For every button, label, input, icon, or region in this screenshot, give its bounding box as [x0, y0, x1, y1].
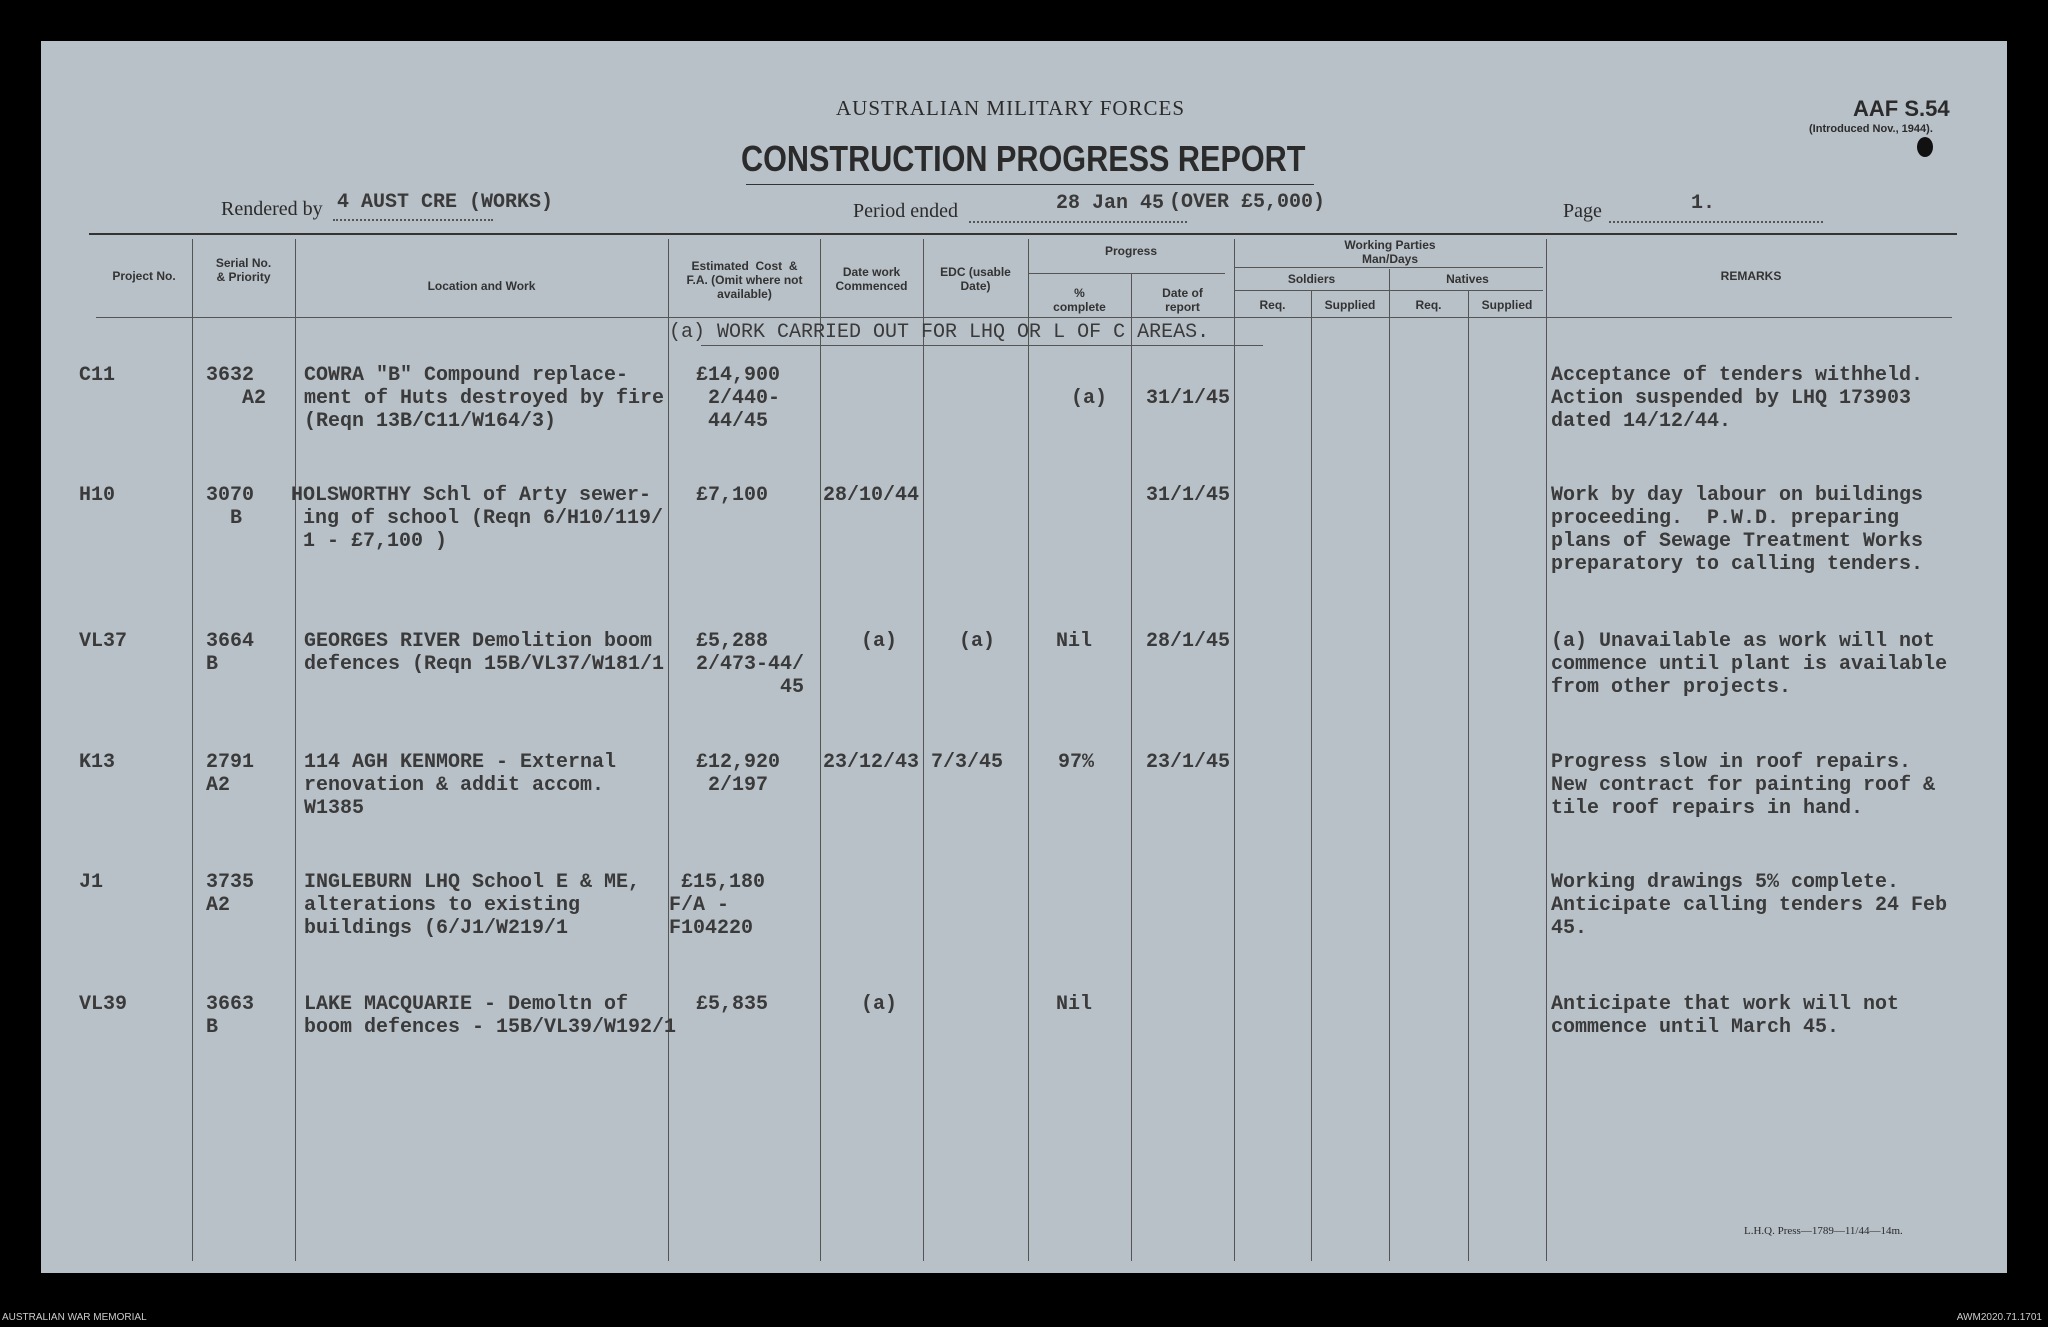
col-line-11	[1468, 291, 1469, 1261]
row2-cost: £7,100	[696, 484, 769, 507]
row3-commenced: (a)	[861, 630, 898, 653]
col-date-report: Date of report	[1162, 286, 1203, 314]
row5-location: INGLEBURN LHQ School E & ME, alterations to existing buildings (6/J1/W219/1	[304, 871, 641, 940]
row4-commenced: 23/12/43	[823, 751, 920, 774]
row3-remarks: (a) Unavailable as work will not commence until plant is available from other projects.	[1551, 630, 1948, 699]
row2-location: HOLSWORTHY Schl of Arty sewer- ing of school (Reqn 6/H10/119/ 1 - £7,100 )	[291, 484, 664, 553]
header-bottom-line	[96, 317, 1952, 318]
col-soldiers: Soldiers	[1287, 272, 1336, 286]
row6-serial: 3663 B	[206, 993, 255, 1039]
col-line-5	[923, 239, 924, 1261]
row3-report: 28/1/45	[1146, 630, 1231, 653]
row1-location: COWRA "B" Compound replace- ment of Huts destroyed by fire (Reqn 13B/C11/W164/3)	[304, 364, 665, 433]
row4-project: K13	[79, 751, 116, 774]
row5-serial: 3735 A2	[206, 871, 255, 917]
col-natives-req: Req.	[1415, 298, 1442, 312]
press-note: L.H.Q. Press—1789—11/44—14m.	[1744, 1225, 1903, 1237]
row1-cost: £14,900 2/440- 44/45	[696, 364, 781, 433]
form-introduced: (Introduced Nov., 1944).	[1809, 123, 1933, 135]
row1-remarks: Acceptance of tenders withheld. Action suspended by LHQ 173903 dated 14/12/44.	[1551, 364, 1924, 433]
row3-serial: 3664 B	[206, 630, 255, 676]
row5-cost: £15,180 F/A - F104220	[669, 871, 766, 940]
row5-remarks: Working drawings 5% complete. Anticipate calling tenders 24 Feb 45.	[1551, 871, 1948, 940]
row1-report: 31/1/45	[1146, 387, 1231, 410]
section-heading: (a) WORK CARRIED OUT FOR LHQ OR L OF C AREAS.	[669, 321, 1210, 344]
col-cost: Estimated Cost & F.A. (Omit where not available)	[686, 259, 803, 301]
rendered-value: 4 AUST CRE (WORKS)	[337, 191, 554, 214]
row1-pct: (a)	[1071, 387, 1108, 410]
col-location: Location and Work	[427, 279, 536, 293]
section-heading-underline	[701, 345, 1263, 346]
col-line-9	[1311, 291, 1312, 1261]
row4-serial: 2791 A2	[206, 751, 255, 797]
row4-report: 23/1/45	[1146, 751, 1231, 774]
rendered-label: Rendered by	[221, 198, 323, 220]
row2-report: 31/1/45	[1146, 484, 1231, 507]
col-line-12	[1546, 239, 1547, 1261]
col-date-commenced: Date work Commenced	[835, 265, 908, 293]
row4-cost: £12,920 2/197	[696, 751, 781, 797]
row2-remarks: Work by day labour on buildings proceeding. P.W.D. preparing plans of Sewage Treatment Works preparatory to calling tenders.	[1551, 484, 1924, 576]
row2-commenced: 28/10/44	[823, 484, 920, 507]
page-label: Page	[1563, 200, 1602, 222]
col-serial: Serial No. & Priority	[215, 256, 272, 284]
row3-cost: £5,288 2/473-44/ 45	[696, 630, 805, 699]
punch-hole	[1917, 137, 1933, 157]
row3-pct: Nil	[1056, 630, 1093, 653]
title-underline	[746, 184, 1314, 185]
col-working-parties: Working Parties Man/Days	[1344, 238, 1436, 266]
page-value: 1.	[1691, 192, 1716, 215]
col-project-no: Project No.	[112, 269, 176, 283]
row6-project: VL39	[79, 993, 128, 1016]
col-line-4	[820, 239, 821, 1261]
row6-cost: £5,835	[696, 993, 769, 1016]
row3-location: GEORGES RIVER Demolition boom defences (Reqn 15B/VL37/W181/1	[304, 630, 665, 676]
rendered-dots	[333, 219, 493, 221]
col-line-2	[295, 239, 296, 1261]
row1-project: C11	[79, 364, 116, 387]
col-soldiers-req: Req.	[1259, 298, 1286, 312]
report-title: CONSTRUCTION PROGRESS REPORT	[741, 138, 1306, 179]
workparty-subline	[1235, 267, 1543, 268]
period-label: Period ended	[853, 200, 958, 222]
col-pct-complete: % complete	[1053, 286, 1106, 314]
row4-edc: 7/3/45	[931, 751, 1004, 774]
archive-right-label: AWM2020.71.1701	[1956, 1312, 2042, 1323]
row4-pct: 97%	[1058, 751, 1095, 774]
col-line-6	[1028, 239, 1029, 1261]
col-line-1	[192, 239, 193, 1261]
col-remarks: REMARKS	[1720, 269, 1782, 283]
col-line-8	[1234, 239, 1235, 1261]
row3-edc: (a)	[959, 630, 996, 653]
report-sheet	[41, 41, 2007, 1273]
row6-remarks: Anticipate that work will not commence until March 45.	[1551, 993, 1900, 1039]
page-dots	[1609, 221, 1823, 223]
org-heading: AUSTRALIAN MILITARY FORCES	[836, 96, 1186, 120]
col-edc: EDC (usable Date)	[940, 265, 1011, 293]
progress-subline	[1029, 273, 1225, 274]
row5-project: J1	[79, 871, 104, 894]
period-dots	[969, 221, 1187, 223]
col-progress: Progress	[1104, 244, 1158, 258]
row4-location: 114 AGH KENMORE - External renovation & addit accom. W1385	[304, 751, 617, 820]
form-code: AAF S.54	[1853, 96, 1950, 121]
over-note: (OVER £5,000)	[1169, 191, 1326, 214]
row1-serial: 3632 A2	[206, 364, 267, 410]
table-top-line	[89, 233, 1957, 235]
row6-pct: Nil	[1056, 993, 1093, 1016]
col-line-10	[1389, 269, 1390, 1261]
archive-left-label: AUSTRALIAN WAR MEMORIAL	[2, 1312, 147, 1323]
col-line-7	[1131, 274, 1132, 1261]
row6-location: LAKE MACQUARIE - Demoltn of boom defences - 15B/VL39/W192/1	[304, 993, 677, 1039]
row2-project: H10	[79, 484, 116, 507]
period-value: 28 Jan 45	[1056, 192, 1165, 215]
col-line-3	[668, 239, 669, 1261]
row2-serial: 3070 B	[206, 484, 255, 530]
col-soldiers-supplied: Supplied	[1324, 298, 1376, 312]
col-natives-supplied: Supplied	[1481, 298, 1533, 312]
row6-commenced: (a)	[861, 993, 898, 1016]
row3-project: VL37	[79, 630, 128, 653]
row4-remarks: Progress slow in roof repairs. New contract for painting roof & tile roof repairs in hand.	[1551, 751, 1936, 820]
col-natives: Natives	[1446, 272, 1489, 286]
